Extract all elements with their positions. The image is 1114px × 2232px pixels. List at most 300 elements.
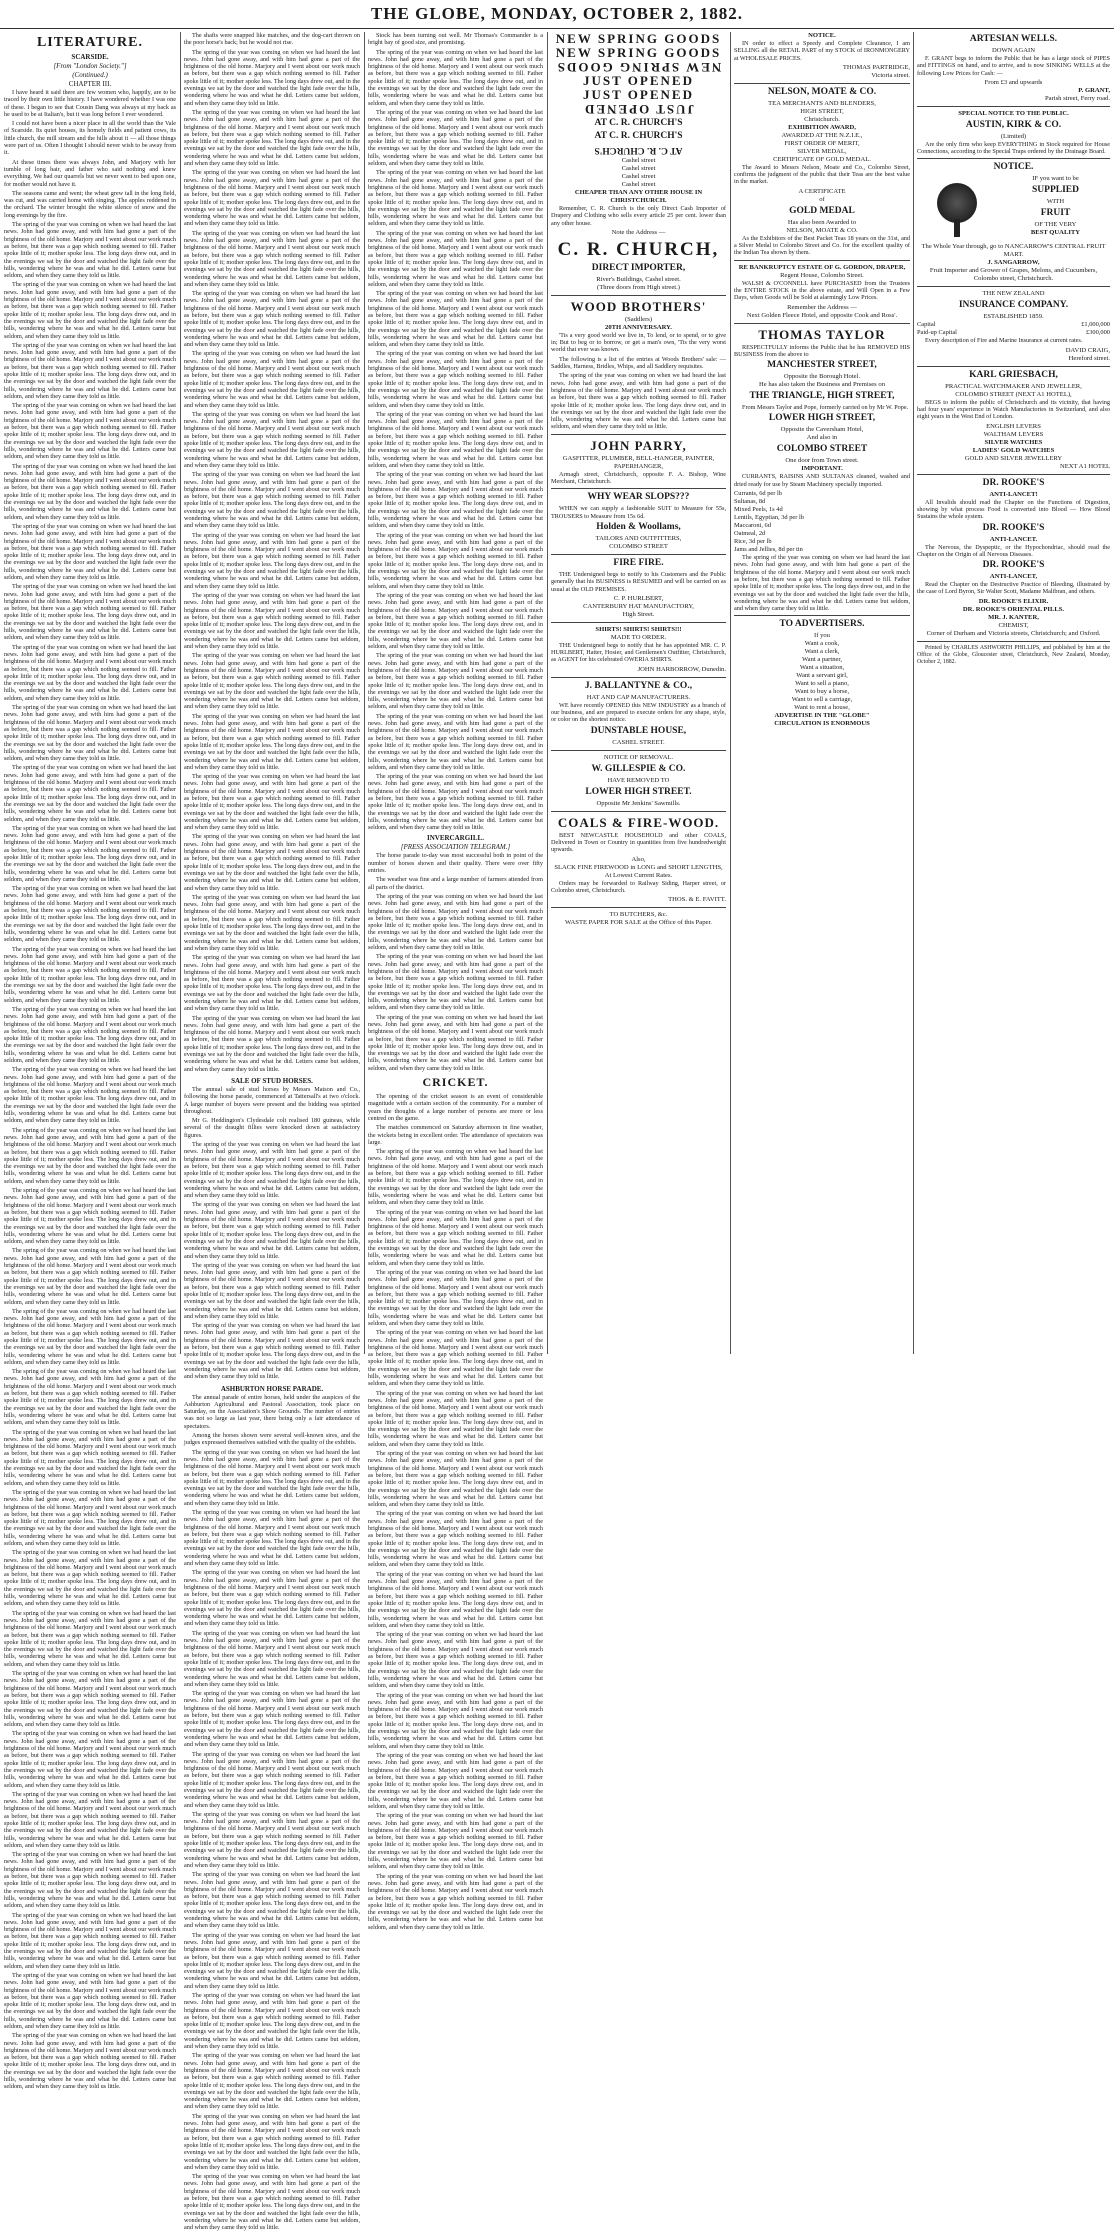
- ad-headline: GOLD MEDAL: [789, 205, 855, 216]
- ad-headline: AUSTIN, KIRK & CO.: [965, 119, 1062, 130]
- list-item-label: Rice, 3d per lb: [734, 538, 772, 546]
- ad-line: Want a partner,: [801, 656, 843, 664]
- paragraph: The spring of the year was coming on when we had heard the last news. John had gone away, and with him had gone a part of the brightness of the old home. Marjory and I went about our work much as before, but there was a gap which nothing seemed to fill. Father spoke little of it; mother spoke less. The long days drew out, and in the evenings we sat by the door and watched the light fade over the hills, wondering where he was and what he did. Letters came but seldom, and when they came they told us little.: [4, 1730, 176, 1789]
- divider: [551, 434, 726, 435]
- ad-line: Opposite Mr Jenkins' Sawmills.: [596, 799, 681, 807]
- paragraph: The spring of the year was coming on when we had heard the last news. John had gone away, and with him had gone a part of the brightness of the old home. Marjory and I went about our work much as before, but there was a gap which nothing seemed to fill. Father spoke little of it; mother spoke less. The long days drew out, and in the evenings we sat by the door and watched the light fade over the hills, wondering where he was and what he did. Letters came but seldom, and when they came they told us little.: [4, 1549, 176, 1608]
- ad-signature: JOHN HARBORROW, Dunedin.: [637, 665, 726, 673]
- paragraph: The spring of the year was coming on when we had heard the last news. John had gone away, and with him had gone a part of the brightness of the old home. Marjory and I went about our work much as before, but there was a gap which nothing seemed to fill. Father spoke little of it; mother spoke less. The long days drew out, and in the evenings we sat by the door and watched the light fade over the hills, wondering where he was and what he did. Letters came but seldom, and when they came they told us little.: [368, 591, 543, 651]
- ad-line: C. P. HURLBERT,: [613, 594, 664, 602]
- paragraph: The spring of the year was coming on when we had heard the last news. John had gone away, and with him had gone a part of the brightness of the old home. Marjory and I went about our work much as before, but there was a gap which nothing seemed to fill. Father spoke little of it; mother spoke less. The long days drew out, and in the evenings we sat by the door and watched the light fade over the hills, wondering where he was and what he did. Letters came but seldom, and when they came they told us little.: [368, 1208, 543, 1267]
- ad-line: AT C. R. CHURCH'S: [594, 118, 683, 128]
- ad-headline: IMPORTANT.: [801, 465, 843, 473]
- ad-line: BEST QUALITY: [1030, 229, 1081, 237]
- paragraph: The spring of the year was coming on when we had heard the last news. John had gone away, and with him had gone a part of the brightness of the old home. Marjory and I went about our work much as before, but there was a gap which nothing seemed to fill. Father spoke little of it; mother spoke less. The long days drew out, and in the evenings we sat by the door and watched the light fade over the hills, wondering where he was and what he did. Letters came but seldom, and when they came they told us little.: [184, 1750, 360, 1809]
- ad-headline: KARL GRIESBACH,: [969, 369, 1058, 380]
- paragraph: The spring of the year was coming on when we had heard the last news. John had gone away, and with him had gone a part of the brightness of the old home. Marjory and I went about our work much as before, but there was a gap which nothing seemed to fill. Father spoke little of it; mother spoke less. The long days drew out, and in the evenings we sat by the door and watched the light fade over the hills, wondering where he was and what he did. Letters came but seldom, and when they came they told us little.: [368, 1751, 543, 1810]
- paragraph: The spring of the year was coming on when we had heard the last news. John had gone away, and with him had gone a part of the brightness of the old home. Marjory and I went about our work much as before, but there was a gap which nothing seemed to fill. Father spoke little of it; mother spoke less. The long days drew out, and in the evenings we sat by the door and watched the light fade over the hills, wondering where he was and what he did. Letters came but seldom, and when they came they told us little.: [4, 643, 176, 702]
- ad-line: River's Buildings, Cashel street.: [596, 275, 681, 283]
- ad-line: COLOMBO STREET (NEXT A1 HOTEL),: [955, 390, 1072, 398]
- paragraph: The spring of the year was coming on when we had heard the last news. John had gone away, and with him had gone a part of the brightness of the old home. Marjory and I went about our work much as before, but there was a gap which nothing seemed to fill. Father spoke little of it; mother spoke less. The long days drew out, and in the evenings we sat by the door and watched the light fade over the hills, wondering where he was and what he did. Letters came but seldom, and when they came they told us little.: [4, 1005, 176, 1064]
- paragraph: The spring of the year was coming on when we had heard the last news. John had gone away, and with him had gone a part of the brightness of the old home. Marjory and I went about our work much as before, but there was a gap which nothing seemed to fill. Father spoke little of it; mother spoke less. The long days drew out, and in the evenings we sat by the door and watched the light fade over the hills, wondering where he was and what he did. Letters came but seldom, and when they came they told us little.: [184, 1141, 360, 1200]
- list-item-label: Maccaroni, 6d: [734, 522, 771, 530]
- paragraph: The spring of the year was coming on when we had heard the last news. John had gone away, and with him had gone a part of the brightness of the old home. Marjory and I went about our work much as before, but there was a gap which nothing seemed to fill. Father spoke little of it; mother spoke less. The long days drew out, and in the evenings we sat by the door and watched the light fade over the hills, wondering where he was and what he did. Letters came but seldom, and when they came they told us little.: [368, 1389, 543, 1448]
- paragraph: The spring of the year was coming on when we had heard the last news. John had gone away, and with him had gone a part of the brightness of the old home. Marjory and I went about our work much as before, but there was a gap which nothing seemed to fill. Father spoke little of it; mother spoke less. The long days drew out, and in the evenings we sat by the door and watched the light fade over the hills, wondering where he was and what he did. Letters came but seldom, and when they came they told us little.: [184, 2052, 360, 2111]
- paragraph: The spring of the year was coming on when we had heard the last news. John had gone away, and with him had gone a part of the brightness of the old home. Marjory and I went about our work much as before, but there was a gap which nothing seemed to fill. Father spoke little of it; mother spoke less. The long days drew out, and in the evenings we sat by the door and watched the light fade over the hills, wondering where he was and what he did. Letters came but seldom, and when they came they told us little.: [4, 885, 176, 944]
- ad-text: WE have recently OPENED this NEW INDUSTRY as a branch of our business, and are prepared to execute orders for any shape, style, or color on the shortest notice.: [551, 701, 726, 724]
- ad-headline: Holden & Woollams,: [596, 521, 681, 532]
- paragraph: The spring of the year was coming on when we had heard the last news. John had gone away, and with him had gone a part of the brightness of the old home. Marjory and I went about our work much as before, but there was a gap which nothing seemed to fill. Father spoke little of it; mother spoke less. The long days drew out, and in the evenings we sat by the door and watched the light fade over the hills, wondering where he was and what he did. Letters came but seldom, and when they came they told us little.: [184, 833, 360, 892]
- paragraph: The spring of the year was coming on when we had heard the last news. John had gone away, and with him had gone a part of the brightness of the old home. Marjory and I went about our work much as before, but there was a gap which nothing seemed to fill. Father spoke little of it; mother spoke less. The long days drew out, and in the evenings we sat by the door and watched the light fade over the hills, wondering where he was and what he did. Letters came but seldom, and when they came they told us little.: [368, 108, 543, 168]
- section-heading: CRICKET.: [422, 1075, 489, 1090]
- ad-line: Regent House, Colombo Street.: [780, 271, 864, 279]
- ad-line: Cashel street: [621, 157, 656, 164]
- paragraph: The spring of the year was coming on when we had heard the last news. John had gone away, and with him had gone a part of the brightness of the old home. Marjory and I went about our work much as before, but there was a gap which nothing seemed to fill. Father spoke little of it; mother spoke less. The long days drew out, and in the evenings we sat by the door and watched the light fade over the hills, wondering where he was and what he did. Letters came but seldom, and when they came they told us little.: [4, 1066, 176, 1125]
- paragraph: The spring of the year was coming on when we had heard the last news. John had gone away, and with him had gone a part of the brightness of the old home. Marjory and I went about our work much as before, but there was a gap which nothing seemed to fill. Father spoke little of it; mother spoke less. The long days drew out, and in the evenings we sat by the door and watched the light fade over the hills, wondering where he was and what he did. Letters came but seldom, and when they came they told us little.: [4, 824, 176, 883]
- ad-headline: NOTICE.: [808, 32, 836, 39]
- paragraph: The spring of the year was coming on when we had heard the last news. John had gone away, and with him had gone a part of the brightness of the old home. Marjory and I went about our work much as before, but there was a gap which nothing seemed to fill. Father spoke little of it; mother spoke less. The long days drew out, and in the evenings we sat by the door and watched the light fade over the hills, wondering where he was and what he did. Letters came but seldom, and when they came they told us little.: [4, 1971, 176, 2030]
- ad-line: Also,: [631, 855, 646, 863]
- paragraph: The spring of the year was coming on when we had heard the last news. John had gone away, and with him had gone a part of the brightness of the old home. Marjory and I went about our work much as before, but there was a gap which nothing seemed to fill. Father spoke little of it; mother spoke less. The long days drew out, and in the evenings we sat by the door and watched the light fade over the hills, wondering where he was and what he did. Letters came but seldom, and when they came they told us little.: [4, 1488, 176, 1547]
- paragraph: The spring of the year was coming on when we had heard the last news. John had gone away, and with him had gone a part of the brightness of the old home. Marjory and I went about our work much as before, but there was a gap which nothing seemed to fill. Father spoke little of it; mother spoke less. The long days drew out, and in the evenings we sat by the door and watched the light fade over the hills, wondering where he was and what he did. Letters came but seldom, and when they came they told us little.: [368, 1148, 543, 1207]
- paragraph: The spring of the year was coming on when we had heard the last news. John had gone away, and with him had gone a part of the brightness of the old home. Marjory and I went about our work much as before, but there was a gap which nothing seemed to fill. Father spoke little of it; mother spoke less. The long days drew out, and in the evenings we sat by the door and watched the light fade over the hills, wondering where he was and what he did. Letters came but seldom, and when they came they told us little.: [4, 1428, 176, 1487]
- paragraph: The annual parade of entire horses, held under the auspices of the Ashburton Agricultural and Pastoral Association, took place on Saturday, on the Association's Show Grounds. The number of entries was not so large as last year, there being only a fair attendance of spectators.: [184, 1393, 360, 1430]
- paragraph: The spring of the year was coming on when we had heard the last news. John had gone away, and with him had gone a part of the brightness of the old home. Marjory and I went about our work much as before, but there was a gap which nothing seemed to fill. Father spoke little of it; mother spoke less. The long days drew out, and in the evenings we sat by the door and watched the light fade over the hills, wondering where he was and what he did. Letters came but seldom, and when they came they told us little.: [4, 945, 176, 1004]
- ad-line: MANCHESTER STREET,: [767, 360, 877, 371]
- divider: [551, 295, 726, 296]
- list-item-label: Lentils, Egyptian, 3d per lb: [734, 514, 804, 522]
- paragraph: The spring of the year was coming on when we had heard the last news. John had gone away, and with him had gone a part of the brightness of the old home. Marjory and I went about our work much as before, but there was a gap which nothing seemed to fill. Father spoke little of it; mother spoke less. The long days drew out, and in the evenings we sat by the door and watched the light fade over the hills, wondering where he was and what he did. Letters came but seldom, and when they came they told us little.: [368, 471, 543, 530]
- ad-line: One door from Town street.: [785, 457, 859, 465]
- ad-line: NOTICE OF REMOVAL.: [603, 753, 674, 761]
- paragraph: The spring of the year was coming on when we had heard the last news. John had gone away, and with him had gone a part of the brightness of the old home. Marjory and I went about our work much as before, but there was a gap which nothing seemed to fill. Father spoke little of it; mother spoke less. The long days drew out, and in the evenings we sat by the door and watched the light fade over the hills, wondering where he was and what he did. Letters came but seldom, and when they came they told us little.: [368, 953, 543, 1012]
- column-rule: [180, 32, 181, 1354]
- divider: [734, 323, 910, 324]
- paragraph: The annual sale of stud horses by Messrs Matson and Co., following the horse parade, commenced at Tattersall's at two o'clock. A large number of buyers were present and the bidding was spirited throughout.: [184, 1085, 360, 1115]
- paragraph: The spring of the year was coming on when we had heard the last news. John had gone away, and with him had gone a part of the brightness of the old home. Marjory and I went about our work much as before, but there was a gap which nothing seemed to fill. Father spoke little of it; mother spoke less. The long days drew out, and in the evenings we sat by the door and watched the light fade over the hills, wondering where he was and what he did. Letters came but seldom, and when they came they told us little.: [184, 410, 360, 469]
- ad-line: A CERTIFICATE: [798, 187, 846, 195]
- divider: [551, 811, 726, 812]
- ad-headline: NEW SPRING GOODS: [555, 60, 722, 75]
- ad-line: Remember the Address —: [787, 303, 857, 311]
- ad-line: (Saddlers): [624, 315, 653, 323]
- ad-line: MADE TO ORDER.: [610, 633, 667, 641]
- ad-line: Want to sell a carriage,: [791, 696, 853, 704]
- paragraph: The spring of the year was coming on when we had heard the last news. John had gone away, and with him had gone a part of the brightness of the old home. Marjory and I went about our work much as before, but there was a gap which nothing seemed to fill. Father spoke little of it; mother spoke less. The long days drew out, and in the evenings we sat by the door and watched the light fade over the hills, wondering where he was and what he did. Letters came but seldom, and when they came they told us little.: [368, 1691, 543, 1750]
- ad-line: Want to sell a piano,: [795, 680, 849, 688]
- paragraph: Stock has been turning out well. Mr Thomas's Commander is a bright bay of good size, and promising.: [368, 32, 543, 47]
- ad-text: THE Undersigned begs to notify that he has appointed MR. C. P. HURLBERT, Hatter, Hosier, and Gentlemen's Outfitter, Christchurch, as AGENT for his celebrated OWERIA SHIRTS.: [551, 641, 726, 664]
- ad-line: Want to rent a house,: [794, 704, 850, 712]
- ad-line: TEA MERCHANTS AND BLENDERS,: [768, 99, 876, 107]
- ad-headline: WHY WEAR SLOPS???: [587, 492, 690, 503]
- paragraph: The spring of the year was coming on when we had heard the last news. John had gone away, and with him had gone a part of the brightness of the old home. Marjory and I went about our work much as before, but there was a gap which nothing seemed to fill. Father spoke little of it; mother spoke less. The long days drew out, and in the evenings we sat by the door and watched the light fade over the hills, wondering where he was and what he did. Letters came but seldom, and when they came they told us little.: [368, 712, 543, 771]
- paragraph: The spring of the year was coming on when we had heard the last news. John had gone away, and with him had gone a part of the brightness of the old home. Marjory and I went about our work much as before, but there was a gap which nothing seemed to fill. Father spoke little of it; mother spoke less. The long days drew out, and in the evenings we sat by the door and watched the light fade over the hills, wondering where he was and what he did. Letters came but seldom, and when they came they told us little.: [184, 1992, 360, 2051]
- ad-line: CHEAPER THAN ANY OTHER HOUSE IN CHRISTCHURCH.: [574, 189, 703, 204]
- divider: [917, 641, 1110, 642]
- ad-line: Opposite the Caversham Hotel,: [780, 426, 864, 434]
- ad-headline: TO ADVERTISERS.: [779, 619, 865, 630]
- paragraph: The spring of the year was coming on when we had heard the last news. John had gone away, and with him had gone a part of the brightness of the old home. Marjory and I went about our work much as before, but there was a gap which nothing seemed to fill. Father spoke little of it; mother spoke less. The long days drew out, and in the evenings we sat by the door and watched the light fade over the hills, wondering where he was and what he did. Letters came but seldom, and when they came they told us little.: [368, 350, 543, 409]
- paragraph: The spring of the year was coming on when we had heard the last news. John had gone away, and with him had gone a part of the brightness of the old home. Marjory and I went about our work much as before, but there was a gap which nothing seemed to fill. Father spoke little of it; mother spoke less. The long days drew out, and in the evenings we sat by the door and watched the light fade over the hills, wondering where he was and what he did. Letters came but seldom, and when they came they told us little.: [368, 410, 543, 469]
- ad-line: PRACTICAL WATCHMAKER AND JEWELLER,: [945, 382, 1082, 390]
- column-rule: [547, 32, 548, 1354]
- ad-line: Corner of Durham and Victoria streets, Christchurch; and Oxford.: [926, 629, 1101, 637]
- paragraph: The spring of the year was coming on when we had heard the last news. John had gone away, and with him had gone a part of the brightness of the old home. Marjory and I went about our work much as before, but there was a gap which nothing seemed to fill. Father spoke little of it; mother spoke less. The long days drew out, and in the evenings we sat by the door and watched the light fade over the hills, wondering where he was and what he did. Letters came but seldom, and when they came they told us little.: [184, 1509, 360, 1568]
- ad-line: ANTI-LANCET,: [989, 573, 1038, 581]
- ad-text: The spring of the year was coming on when we had heard the last news. John had gone away, and with him had gone a part of the brightness of the old home. Marjory and I went about our work much as before, but there was a gap which nothing seemed to fill. Father spoke little of it; mother spoke less. The long days drew out, and in the evenings we sat by the door and watched the light fade over the hills, wondering where he was and what he did. Letters came but seldom, and when they came they told us little.: [734, 554, 910, 613]
- ad-headline: JUST OPENED: [583, 73, 694, 88]
- list-item: [917, 329, 1110, 337]
- masthead: THE GLOBE, MONDAY, OCTOBER 2, 1882.: [0, 0, 1114, 29]
- ad-line: DR. ROOKE'S ORIENTAL PILLS.: [962, 605, 1065, 613]
- ad-text: The Nervous, the Dyspeptic, or the Hypochondriac, should read the Chapter on the Origin of all Nervous Diseases.: [917, 543, 1110, 558]
- ad-headline: NEW SPRING GOODS: [555, 31, 722, 46]
- paragraph: The spring of the year was coming on when we had heard the last news. John had gone away, and with him had gone a part of the brightness of the old home. Marjory and I went about our work much as before, but there was a gap which nothing seemed to fill. Father spoke little of it; mother spoke less. The long days drew out, and in the evenings we sat by the door and watched the light fade over the hills, wondering where he was and what he did. Letters came but seldom, and when they came they told us little.: [4, 1790, 176, 1849]
- ad-text: The spring of the year was coming on when we had heard the last news. John had gone away, and with him had gone a part of the brightness of the old home. Marjory and I went about our work much as before, but there was a gap which nothing seemed to fill. Father spoke little of it; mother spoke less. The long days drew out, and in the evenings we sat by the door and watched the light fade over the hills, wondering where he was and what he did. Letters came but seldom, and when they came they told us little.: [551, 372, 726, 431]
- paragraph: The spring of the year was coming on when we had heard the last news. John had gone away, and with him had gone a part of the brightness of the old home. Marjory and I went about our work much as before, but there was a gap which nothing seemed to fill. Father spoke little of it; mother spoke less. The long days drew out, and in the evenings we sat by the door and watched the light fade over the hills, wondering where he was and what he did. Letters came but seldom, and when they came they told us little.: [368, 652, 543, 711]
- ad-headline: SPECIAL NOTICE TO THE PUBLIC.: [958, 109, 1069, 117]
- ad-text: From Messrs Taylor and Pope, formerly carried on by Mr W. Pope.: [742, 404, 909, 412]
- paragraph: The spring of the year was coming on when we had heard the last news. John had gone away, and with him had gone a part of the brightness of the old home. Marjory and I went about our work much as before, but there was a gap which nothing seemed to fill. Father spoke little of it; mother spoke less. The long days drew out, and in the evenings we sat by the door and watched the light fade over the hills, wondering where he was and what he did. Letters came but seldom, and when they came they told us little.: [368, 229, 543, 288]
- ad-line: Note the Address —: [611, 228, 666, 236]
- paragraph: The seasons came and went; the wheat grew tall in the long field, was cut, and was carried home with singing. The apples reddened in the orchard. The winter brought the white silence of snow and the long evenings by the fire.: [4, 189, 176, 219]
- paragraph: The spring of the year was coming on when we had heard the last news. John had gone away, and with him had gone a part of the brightness of the old home. Marjory and I went about our work much as before, but there was a gap which nothing seemed to fill. Father spoke little of it; mother spoke less. The long days drew out, and in the evenings we sat by the door and watched the light fade over the hills, wondering where he was and what he did. Letters came but seldom, and when they came they told us little.: [4, 1307, 176, 1366]
- ad-line: CASHEL STREET.: [612, 738, 665, 746]
- paragraph: The spring of the year was coming on when we had heard the last news. John had gone away, and with him had gone a part of the brightness of the old home. Marjory and I went about our work much as before, but there was a gap which nothing seemed to fill. Father spoke little of it; mother spoke less. The long days drew out, and in the evenings we sat by the door and watched the light fade over the hills, wondering where he was and what he did. Letters came but seldom, and when they came they told us little.: [4, 221, 176, 280]
- ad-line: ESTABLISHED 1859.: [983, 313, 1044, 321]
- divider: [551, 907, 726, 908]
- ad-headline: NEW SPRING GOODS: [555, 45, 722, 60]
- paragraph: The spring of the year was coming on when we had heard the last news. John had gone away, and with him had gone a part of the brightness of the old home. Marjory and I went about our work much as before, but there was a gap which nothing seemed to fill. Father spoke little of it; mother spoke less. The long days drew out, and in the evenings we sat by the door and watched the light fade over the hills, wondering where he was and what he did. Letters came but seldom, and when they came they told us little.: [368, 1450, 543, 1509]
- divider: [551, 488, 726, 489]
- paragraph: The spring of the year was coming on when we had heard the last news. John had gone away, and with him had gone a part of the brightness of the old home. Marjory and I went about our work much as before, but there was a gap which nothing seemed to fill. Father spoke little of it; mother spoke less. The long days drew out, and in the evenings we sat by the door and watched the light fade over the hills, wondering where he was and what he did. Letters came but seldom, and when they came they told us little.: [4, 1851, 176, 1910]
- ad-line: CIRCULATION IS ENORMOUS: [774, 720, 870, 728]
- ad-line: THE TRIANGLE, HIGH STREET,: [749, 391, 895, 402]
- ad-line: of: [819, 195, 825, 203]
- ad-line: HAVE REMOVED TO: [607, 776, 670, 784]
- paragraph: The spring of the year was coming on when we had heard the last news. John had gone away, and with him had gone a part of the brightness of the old home. Marjory and I went about our work much as before, but there was a gap which nothing seemed to fill. Father spoke little of it; mother spoke less. The long days drew out, and in the evenings we sat by the door and watched the light fade over the hills, wondering where he was and what he did. Letters came but seldom, and when they came they told us little.: [184, 712, 360, 771]
- paragraph: The spring of the year was coming on when we had heard the last news. John had gone away, and with him had gone a part of the brightness of the old home. Marjory and I went about our work much as before, but there was a gap which nothing seemed to fill. Father spoke little of it; mother spoke less. The long days drew out, and in the evenings we sat by the door and watched the light fade over the hills, wondering where he was and what he did. Letters came but seldom, and when they came they told us little.: [4, 764, 176, 823]
- ad-headline: JUST OPENED: [583, 87, 694, 102]
- ad-line: HAT AND CAP MANUFACTURERS.: [586, 693, 691, 701]
- column-3: [368, 32, 543, 1931]
- paragraph: The spring of the year was coming on when we had heard the last news. John had gone away, and with him had gone a part of the brightness of the old home. Marjory and I went about our work much as before, but there was a gap which nothing seemed to fill. Father spoke little of it; mother spoke less. The long days drew out, and in the evenings we sat by the door and watched the light fade over the hills, wondering where he was and what he did. Letters came but seldom, and when they came they told us little.: [368, 1812, 543, 1871]
- ad-text: The Award to Messrs Nelson, Moate and Co., Colombo Street, confirms the judgment of the public that their Teas are the best value in the market.: [734, 163, 910, 186]
- ad-line: DIRECT IMPORTER,: [591, 262, 686, 273]
- list-item: [917, 321, 1110, 329]
- ad-line: CHEMIST,: [998, 621, 1029, 629]
- ad-signature: P. GRANT,: [1078, 86, 1110, 94]
- paragraph: The spring of the year was coming on when we had heard the last news. John had gone away, and with him had gone a part of the brightness of the old home. Marjory and I went about our work much as before, but there was a gap which nothing seemed to fill. Father spoke little of it; mother spoke less. The long days drew out, and in the evenings we sat by the door and watched the light fade over the hills, wondering where he was and what he did. Letters came but seldom, and when they came they told us little.: [4, 1247, 176, 1306]
- paragraph: The spring of the year was coming on when we had heard the last news. John had gone away, and with him had gone a part of the brightness of the old home. Marjory and I went about our work much as before, but there was a gap which nothing seemed to fill. Father spoke little of it; mother spoke less. The long days drew out, and in the evenings we sat by the door and watched the light fade over the hills, wondering where he was and what he did. Letters came but seldom, and when they came they told us little.: [4, 1187, 176, 1246]
- ad-line: NELSON, MOATE & CO.: [786, 226, 858, 234]
- paragraph: The spring of the year was coming on when we had heard the last news. John had gone away, and with him had gone a part of the brightness of the old home. Marjory and I went about our work much as before, but there was a gap which nothing seemed to fill. Father spoke little of it; mother spoke less. The long days drew out, and in the evenings we sat by the door and watched the light fade over the hills, wondering where he was and what he did. Letters came but seldom, and when they came they told us little.: [368, 1013, 543, 1072]
- divider: [551, 750, 726, 751]
- column-rule: [913, 32, 914, 1354]
- ad-line: SLACK FINE FIREWOOD in LONG and SHORT LENGTHS, At Lowest Current Rates.: [554, 863, 723, 879]
- ad-headline: DR. ROOKE'S: [982, 560, 1045, 571]
- paragraph: The spring of the year was coming on when we had heard the last news. John had gone away, and with him had gone a part of the brightness of the old home. Marjory and I went about our work much as before, but there was a gap which nothing seemed to fill. Father spoke little of it; mother spoke less. The long days drew out, and in the evenings we sat by the door and watched the light fade over the hills, wondering where he was and what he did. Letters came but seldom, and when they came they told us little.: [184, 531, 360, 590]
- list-item-label: Mixed Peels, 1s 4d: [734, 506, 783, 514]
- ad-signature: THOS. & E. FAVITT.: [668, 896, 726, 904]
- ad-text: CURRANTS, RAISINS AND SULTANAS cleaned, washed and dried ready for use by Steam Machinery specially imported.: [734, 473, 910, 488]
- paragraph: The spring of the year was coming on when we had heard the last news. John had gone away, and with him had gone a part of the brightness of the old home. Marjory and I went about our work much as before, but there was a gap which nothing seemed to fill. Father spoke little of it; mother spoke less. The long days drew out, and in the evenings we sat by the door and watched the light fade over the hills, wondering where he was and what he did. Letters came but seldom, and when they came they told us little.: [184, 108, 360, 168]
- ad-text: As the Exhibitors of the Best Packet Teas 18 years on the 31st, and a Silver Medal to Colombo Street and Co. for the excellent quality of the Indian Tea shown by them.: [734, 234, 910, 257]
- ad-line: Victoria street.: [871, 71, 910, 79]
- ad-line: Want a situation,: [799, 664, 845, 672]
- paragraph: The spring of the year was coming on when we had heard the last news. John had gone away, and with him had gone a part of the brightness of the old home. Marjory and I went about our work much as before, but there was a gap which nothing seemed to fill. Father spoke little of it; mother spoke less. The long days drew out, and in the evenings we sat by the door and watched the light fade over the hills, wondering where he was and what he did. Letters came but seldom, and when they came they told us little.: [368, 290, 543, 349]
- paragraph: I could not have been a nicer place in all the world than the Vale of Scarside. Its quiet houses, its homely fields and patient cows, its little church, the mill stream and the hills about it — all those things were part of us. Often I thought I should never wish to be away from it.: [4, 120, 176, 157]
- paragraph: The opening of the cricket season is an event of considerable magnitude with a certain section of the community. For a number of years the thoughts of a large number of persons are more or less centred on the game.: [368, 1093, 543, 1122]
- paragraph: The spring of the year was coming on when we had heard the last news. John had gone away, and with him had gone a part of the brightness of the old home. Marjory and I went about our work much as before, but there was a gap which nothing seemed to fill. Father spoke little of it; mother spoke less. The long days drew out, and in the evenings we sat by the door and watched the light fade over the hills, wondering where he was and what he did. Letters came but seldom, and when they came they told us little.: [184, 350, 360, 409]
- paragraph: The spring of the year was coming on when we had heard the last news. John had gone away, and with him had gone a part of the brightness of the old home. Marjory and I went about our work much as before, but there was a gap which nothing seemed to fill. Father spoke little of it; mother spoke less. The long days drew out, and in the evenings we sat by the door and watched the light fade over the hills, wondering where he was and what he did. Letters came but seldom, and when they came they told us little.: [184, 1448, 360, 1507]
- ad-line: FIRST ORDER OF MERIT,: [784, 139, 860, 147]
- ad-line: Fruit Importer and Grower of Grapes, Melons, and Cucumbers,: [929, 267, 1098, 275]
- paragraph: The spring of the year was coming on when we had heard the last news. John had gone away, and with him had gone a part of the brightness of the old home. Marjory and I went about our work much as before, but there was a gap which nothing seemed to fill. Father spoke little of it; mother spoke less. The long days drew out, and in the evenings we sat by the door and watched the light fade over the hills, wondering where he was and what he did. Letters came but seldom, and when they came they told us little.: [368, 531, 543, 590]
- paragraph: The spring of the year was coming on when we had heard the last news. John had gone away, and with him had gone a part of the brightness of the old home. Marjory and I went about our work much as before, but there was a gap which nothing seemed to fill. Father spoke little of it; mother spoke less. The long days drew out, and in the evenings we sat by the door and watched the light fade over the hills, wondering where he was and what he did. Letters came but seldom, and when they came they told us little.: [4, 402, 176, 461]
- paragraph: The spring of the year was coming on when we had heard the last news. John had gone away, and with him had gone a part of the brightness of the old home. Marjory and I went about our work much as before, but there was a gap which nothing seemed to fill. Father spoke little of it; mother spoke less. The long days drew out, and in the evenings we sat by the door and watched the light fade over the hills, wondering where he was and what he did. Letters came but seldom, and when they came they told us little.: [368, 1570, 543, 1629]
- ad-signature: DAVID CRAIG,: [1065, 346, 1110, 354]
- paragraph: The spring of the year was coming on when we had heard the last news. John had gone away, and with him had gone a part of the brightness of the old home. Marjory and I went about our work much as before, but there was a gap which nothing seemed to fill. Father spoke little of it; mother spoke less. The long days drew out, and in the evenings we sat by the door and watched the light fade over the hills, wondering where he was and what he did. Letters came but seldom, and when they came they told us little.: [184, 169, 360, 228]
- paragraph: The spring of the year was coming on when we had heard the last news. John had gone away, and with him had gone a part of the brightness of the old home. Marjory and I went about our work much as before, but there was a gap which nothing seemed to fill. Father spoke little of it; mother spoke less. The long days drew out, and in the evenings we sat by the door and watched the light fade over the hills, wondering where he was and what he did. Letters came but seldom, and when they came they told us little.: [184, 1690, 360, 1749]
- ad-text: Remember, C. R. Church is the only Direct Cash Importer of Drapery and Clothing who sells every article 25 per cent. lower than any other house.: [551, 205, 726, 227]
- ad-line: WITH: [1046, 198, 1065, 206]
- paragraph: The spring of the year was coming on when we had heard the last news. John had gone away, and with him had gone a part of the brightness of the old home. Marjory and I went about our work much as before, but there was a gap which nothing seemed to fill. Father spoke little of it; mother spoke less. The long days drew out, and in the evenings we sat by the door and watched the light fade over the hills, wondering where he was and what he did. Letters came but seldom, and when they came they told us little.: [368, 1510, 543, 1569]
- fruit-ad: [917, 175, 1110, 243]
- ad-line: CERTIFICATE OF GOLD MEDAL.: [773, 155, 871, 163]
- list-item-label: Capital: [917, 321, 936, 329]
- paragraph: The spring of the year was coming on when we had heard the last news. John had gone away, and with him had gone a part of the brightness of the old home. Marjory and I went about our work much as before, but there was a gap which nothing seemed to fill. Father spoke little of it; mother spoke less. The long days drew out, and in the evenings we sat by the door and watched the light fade over the hills, wondering where he was and what he did. Letters came but seldom, and when they came they told us little.: [368, 48, 543, 107]
- ad-headline: INSURANCE COMPANY.: [958, 300, 1069, 311]
- ad-signature: NEXT A1 HOTEL: [1059, 462, 1110, 470]
- paragraph: The spring of the year was coming on when we had heard the last news. John had gone away, and with him had gone a part of the brightness of the old home. Marjory and I went about our work much as before, but there was a gap which nothing seemed to fill. Father spoke little of it; mother spoke less. The long days drew out, and in the evenings we sat by the door and watched the light fade over the hills, wondering where he was and what he did. Letters came but seldom, and when they came they told us little.: [4, 1126, 176, 1185]
- column-2: [184, 32, 360, 2232]
- paragraph: The spring of the year was coming on when we had heard the last news. John had gone away, and with him had gone a part of the brightness of the old home. Marjory and I went about our work much as before, but there was a gap which nothing seemed to fill. Father spoke little of it; mother spoke less. The long days drew out, and in the evenings we sat by the door and watched the light fade over the hills, wondering where he was and what he did. Letters came but seldom, and when they came they told us little.: [4, 1609, 176, 1668]
- ad-line: COLOMBO STREET: [776, 444, 868, 455]
- ad-line: Cashel street: [621, 181, 656, 188]
- column-1: [4, 32, 176, 2091]
- ad-line: If you: [814, 632, 830, 640]
- ad-line: The Whole Year through, go to NANCARROW'S CENTRAL FRUIT MART.: [921, 243, 1106, 259]
- paragraph: The horse parade to-day was most successful both in point of the number of horses shown and their quality. There were over fifty entries.: [368, 852, 543, 875]
- list-item-label: Oatmeal, 2d: [734, 530, 766, 538]
- list-item: [734, 490, 910, 498]
- ad-headline: J. BALLANTYNE & CO.,: [584, 680, 693, 691]
- paragraph: The spring of the year was coming on when we had heard the last news. John had gone away, and with him had gone a part of the brightness of the old home. Marjory and I went about our work much as before, but there was a gap which nothing seemed to fill. Father spoke little of it; mother spoke less. The long days drew out, and in the evenings we sat by the door and watched the light fade over the hills, wondering where he was and what he did. Letters came but seldom, and when they came they told us little.: [4, 1911, 176, 1970]
- list-item-label: Paid-up Capital: [917, 329, 957, 337]
- ad-line: AT C. R. CHURCH'S: [594, 145, 683, 155]
- ad-line: GOLD AND SILVER JEWELLERY: [964, 454, 1063, 462]
- ad-line: He has also taken the Business and Premises on: [759, 381, 885, 389]
- list-item-label: Sultanas, 8d: [734, 498, 766, 506]
- paragraph: The spring of the year was coming on when we had heard the last news. John had gone away, and with him had gone a part of the brightness of the old home. Marjory and I went about our work much as before, but there was a gap which nothing seemed to fill. Father spoke little of it; mother spoke less. The long days drew out, and in the evenings we sat by the door and watched the light fade over the hills, wondering where he was and what he did. Letters came but seldom, and when they came they told us little.: [368, 1631, 543, 1690]
- ad-headline: JOHN PARRY,: [590, 437, 687, 453]
- ad-text: BEGS to inform the public of Christchurch and its vicinity, that having had four years' experience in Watch Manufactories in Switzerland, and also eight years in the West End of London.: [917, 398, 1110, 421]
- divider: [917, 286, 1110, 287]
- paragraph: The spring of the year was coming on when we had heard the last news. John had gone away, and with him had gone a part of the brightness of the old home. Marjory and I went about our work much as before, but there was a gap which nothing seemed to fill. Father spoke little of it; mother spoke less. The long days drew out, and in the evenings we sat by the door and watched the light fade over the hills, wondering where he was and what he did. Letters came but seldom, and when they came they told us little.: [184, 229, 360, 288]
- ad-line: EXHIBITION AWARD,: [788, 123, 856, 131]
- ad-headline: DR. ROOKE'S: [982, 522, 1045, 533]
- paragraph: The spring of the year was coming on when we had heard the last news. John had gone away, and with him had gone a part of the brightness of the old home. Marjory and I went about our work much as before, but there was a gap which nothing seemed to fill. Father spoke little of it; mother spoke less. The long days drew out, and in the evenings we sat by the door and watched the light fade over the hills, wondering where he was and what he did. Letters came but seldom, and when they came they told us little.: [184, 48, 360, 107]
- ad-text: Orders may be forwarded to Railway Siding, Harper street, or Colombo street, Christchurch.: [551, 879, 726, 894]
- paragraph: The spring of the year was coming on when we had heard the last news. John had gone away, and with him had gone a part of the brightness of the old home. Marjory and I went about our work much as before, but there was a gap which nothing seemed to fill. Father spoke little of it; mother spoke less. The long days drew out, and in the evenings we sat by the door and watched the light fade over the hills, wondering where he was and what he did. Letters came but seldom, and when they came they told us little.: [184, 471, 360, 530]
- paragraph: The weather was fine and a large number of farmers attended from all parts of the district.: [368, 876, 543, 891]
- paragraph: The spring of the year was coming on when we had heard the last news. John had gone away, and with him had gone a part of the brightness of the old home. Marjory and I went about our work much as before, but there was a gap which nothing seemed to fill. Father spoke little of it; mother spoke less. The long days drew out, and in the evenings we sat by the door and watched the light fade over the hills, wondering where he was and what he did. Letters came but seldom, and when they came they told us little.: [184, 1871, 360, 1930]
- paragraph: The spring of the year was coming on when we had heard the last news. John had gone away, and with him had gone a part of the brightness of the old home. Marjory and I went about our work much as before, but there was a gap which nothing seemed to fill. Father spoke little of it; mother spoke less. The long days drew out, and in the evenings we sat by the door and watched the light fade over the hills, wondering where he was and what he did. Letters came but seldom, and when they came they told us little.: [184, 1322, 360, 1381]
- divider: [734, 83, 910, 84]
- ad-line: LADIES' GOLD WATCHES: [972, 446, 1055, 454]
- paragraph: The spring of the year was coming on when we had heard the last news. John had gone away, and with him had gone a part of the brightness of the old home. Marjory and I went about our work much as before, but there was a gap which nothing seemed to fill. Father spoke little of it; mother spoke less. The long days drew out, and in the evenings we sat by the door and watched the light fade over the hills, wondering where he was and what he did. Letters came but seldom, and when they came they told us little.: [368, 773, 543, 832]
- ad-text: RESPECTFULLY informs the Public that he has REMOVED HIS BUSINESS from the above to: [734, 343, 910, 358]
- ad-line: GASFITTER, PLUMBER, BELL-HANGER, PAINTER, PAPERHANGER,: [562, 454, 715, 470]
- list-item: [734, 530, 910, 538]
- divider: [551, 677, 726, 678]
- ad-text: BEST NEWCASTLE HOUSEHOLD and other COALS, Delivered in Town or Country in quantities from five hundredweight upwards.: [551, 831, 726, 854]
- paragraph: The spring of the year was coming on when we had heard the last news. John had gone away, and with him had gone a part of the brightness of the old home. Marjory and I went about our work much as before, but there was a gap which nothing seemed to fill. Father spoke little of it; mother spoke less. The long days drew out, and in the evenings we sat by the door and watched the light fade over the hills, wondering where he was and what he did. Letters came but seldom, and when they came they told us little.: [184, 1014, 360, 1073]
- ad-line: MR. J. KANTER,: [988, 613, 1039, 621]
- paragraph: The spring of the year was coming on when we had heard the last news. John had gone away, and with him had gone a part of the brightness of the old home. Marjory and I went about our work much as before, but there was a gap which nothing seemed to fill. Father spoke little of it; mother spoke less. The long days drew out, and in the evenings we sat by the door and watched the light fade over the hills, wondering where he was and what he did. Letters came but seldom, and when they came they told us little.: [184, 893, 360, 952]
- ad-line: DUNSTABLE HOUSE,: [590, 725, 687, 736]
- ad-headline: WOOD BROTHERS': [570, 298, 707, 314]
- divider: [734, 260, 910, 261]
- divider: [917, 106, 1110, 107]
- paragraph: I have heard it said there are few women who, happily, are to be traced by their own little history. I have wondered whether I was one of these. I began to see that Cousin Dang was always at my back as he used to be at Italian's, but it was long before I ever wondered.: [4, 89, 176, 118]
- ad-line: WALTHAM LEVERS: [983, 430, 1044, 438]
- ad-headline: JUST OPENED: [583, 102, 694, 117]
- ad-line: TO BUTCHERS, &c.: [609, 911, 668, 919]
- ad-text: Armagh street, Christchurch, opposite F. A. Bishop, Wine Merchant, Christchurch.: [551, 470, 726, 486]
- section-heading: INVERCARGILL.: [427, 834, 484, 843]
- list-item-value: £300,000: [1086, 329, 1110, 337]
- ad-headline: COALS & FIRE-WOOD.: [557, 814, 720, 830]
- divider: [551, 622, 726, 623]
- ad-line: LOWER HIGH STREET.: [585, 786, 692, 797]
- column-rule: [730, 32, 731, 1354]
- ad-line: OF THE VERY: [1034, 221, 1077, 229]
- ad-line: SILVER WATCHES: [984, 438, 1043, 446]
- ad-headline: FIRE FIRE.: [613, 557, 664, 568]
- divider: [551, 554, 726, 555]
- ad-line: HIGH STREET,: [800, 107, 844, 115]
- ad-line: Want a servant girl,: [796, 672, 848, 680]
- ad-text: F. GRANT begs to inform the Public that he has a large stock of PIPES and FITTINGS on hand, and to arrive, and is now SINKING WELLS at the following Low Prices for Cash: —: [917, 55, 1110, 77]
- list-item-label: Currants, 6d per lb: [734, 490, 782, 498]
- ad-line: Opposite the Borough Hotel.: [783, 373, 861, 381]
- section-heading: SALE OF STUD HORSES.: [231, 1076, 313, 1085]
- list-item: [734, 538, 910, 546]
- ad-line: Hereford street.: [1068, 354, 1110, 362]
- ad-line: LOWER HIGH STREET,: [768, 413, 876, 424]
- story-title: SCARSIDE.: [71, 53, 109, 61]
- paragraph: The spring of the year was coming on when we had heard the last news. John had gone away, and with him had gone a part of the brightness of the old home. Marjory and I went about our work much as before, but there was a gap which nothing seemed to fill. Father spoke little of it; mother spoke less. The long days drew out, and in the evenings we sat by the door and watched the light fade over the hills, wondering where he was and what he did. Letters came but seldom, and when they came they told us little.: [4, 462, 176, 521]
- ad-headline: C. R. CHURCH,: [557, 238, 720, 260]
- imprint: Printed by CHARLES ASHWORTH PHILLIPS, and published by him at the Office of the Globe, Gloucester street, Christchurch, New Zealand, Monday, October 2, 1882.: [917, 644, 1110, 666]
- paragraph: The spring of the year was coming on when we had heard the last news. John had gone away, and with him had gone a part of the brightness of the old home. Marjory and I went about our work much as before, but there was a gap which nothing seemed to fill. Father spoke little of it; mother spoke less. The long days drew out, and in the evenings we sat by the door and watched the light fade over the hills, wondering where he was and what he did. Letters came but seldom, and when they came they told us little.: [184, 591, 360, 651]
- section-heading: ASHBURTON HORSE PARADE.: [220, 1384, 324, 1393]
- paragraph: The spring of the year was coming on when we had heard the last news. John had gone away, and with him had gone a part of the brightness of the old home. Marjory and I went about our work much as before, but there was a gap which nothing seemed to fill. Father spoke little of it; mother spoke less. The long days drew out, and in the evenings we sat by the door and watched the light fade over the hills, wondering where he was and what he did. Letters came but seldom, and when they came they told us little.: [4, 704, 176, 763]
- ad-text: Read the Chapter on the Destructive Practice of Bleeding, illustrated by the case of Lord Byron, Sir Walter Scott, Madame Malibran, and others.: [917, 581, 1110, 596]
- ad-line: Want a clerk,: [804, 648, 840, 656]
- ad-headline: THOMAS TAYLOR: [758, 326, 886, 342]
- fruit-tree-illustration: [917, 179, 997, 239]
- ad-line: IF you want to be: [1032, 175, 1079, 183]
- ad-line: And also in: [806, 434, 838, 442]
- ad-headline: NELSON, MOATE & CO.: [767, 86, 877, 97]
- list-item: [734, 546, 910, 554]
- list-item: [734, 498, 910, 506]
- paragraph: The spring of the year was coming on when we had heard the last news. John had gone away, and with him had gone a part of the brightness of the old home. Marjory and I went about our work much as before, but there was a gap which nothing seemed to fill. Father spoke little of it; mother spoke less. The long days drew out, and in the evenings we sat by the door and watched the light fade over the hills, wondering where he was and what he did. Letters came but seldom, and when they came they told us little.: [368, 1872, 543, 1931]
- ad-line: Next Golden Fleece Hotel, and opposite Cook and Ross'.: [746, 311, 898, 319]
- paragraph: The spring of the year was coming on when we had heard the last news. John had gone away, and with him had gone a part of the brightness of the old home. Marjory and I went about our work much as before, but there was a gap which nothing seemed to fill. Father spoke little of it; mother spoke less. The long days drew out, and in the evenings we sat by the door and watched the light fade over the hills, wondering where he was and what he did. Letters came but seldom, and when they came they told us little.: [4, 2032, 176, 2091]
- paragraph: The matches commenced on Saturday afternoon in fine weather, the wickets being in excellent order. The attendance of spectators was large.: [368, 1124, 543, 1146]
- ad-headline: NOTICE.: [993, 162, 1034, 173]
- list-item-label: Jams and Jellies, 8d per tin: [734, 546, 803, 554]
- paragraph: The spring of the year was coming on when we had heard the last news. John had gone away, and with him had gone a part of the brightness of the old home. Marjory and I went about our work much as before, but there was a gap which nothing seemed to fill. Father spoke little of it; mother spoke less. The long days drew out, and in the evenings we sat by the door and watched the light fade over the hills, wondering where he was and what he did. Letters came but seldom, and when they came they told us little.: [4, 522, 176, 581]
- ad-line: Cashel street: [621, 165, 656, 172]
- paragraph: The spring of the year was coming on when we had heard the last news. John had gone away, and with him had gone a part of the brightness of the old home. Marjory and I went about our work much as before, but there was a gap which nothing seemed to fill. Father spoke little of it; mother spoke less. The long days drew out, and in the evenings we sat by the door and watched the light fade over the hills, wondering where he was and what he did. Letters came but seldom, and when they came they told us little.: [184, 1261, 360, 1320]
- paragraph: The spring of the year was coming on when we had heard the last news. John had gone away, and with him had gone a part of the brightness of the old home. Marjory and I went about our work much as before, but there was a gap which nothing seemed to fill. Father spoke little of it; mother spoke less. The long days drew out, and in the evenings we sat by the door and watched the light fade over the hills, wondering where he was and what he did. Letters came but seldom, and when they came they told us little.: [4, 341, 176, 400]
- ad-line: Parish street, Ferry road.: [1044, 94, 1110, 102]
- subheading: [PRESS ASSOCIATION TELEGRAM.]: [400, 843, 511, 852]
- list-item-value: £1,000,000: [1081, 321, 1110, 329]
- ad-headline: RE BANKRUPTCY ESTATE OF G. GORDON, DRAPER,: [738, 263, 906, 271]
- paragraph: The spring of the year was coming on when we had heard the last news. John had gone away, and with him had gone a part of the brightness of the old home. Marjory and I went about our work much as before, but there was a gap which nothing seemed to fill. Father spoke little of it; mother spoke less. The long days drew out, and in the evenings we sat by the door and watched the light fade over the hills, wondering where he was and what he did. Letters came but seldom, and when they came they told us little.: [184, 1931, 360, 1990]
- story-continued: (Continued.): [72, 71, 108, 79]
- ad-signature: THOMAS PARTRIDGE,: [842, 63, 910, 71]
- ad-line: COLOMBO STREET: [609, 542, 668, 550]
- divider: [917, 158, 1110, 159]
- ad-line: FRUIT: [1040, 208, 1071, 219]
- ad-line: ANTI-LANCET!: [989, 490, 1038, 498]
- ad-line: Cashel street: [621, 173, 656, 180]
- paragraph: The spring of the year was coming on when we had heard the last news. John had gone away, and with him had gone a part of the brightness of the old home. Marjory and I went about our work much as before, but there was a gap which nothing seemed to fill. Father spoke little of it; mother spoke less. The long days drew out, and in the evenings we sat by the door and watched the light fade over the hills, wondering where he was and what he did. Letters came but seldom, and when they came they told us little.: [184, 2173, 360, 2232]
- section-heading: LITERATURE.: [36, 35, 144, 50]
- ad-text: Every description of Fire and Marine Insurance at current rates.: [925, 337, 1083, 345]
- paragraph: The spring of the year was coming on when we had heard the last news. John had gone away, and with him had gone a part of the brightness of the old home. Marjory and I went about our work much as before, but there was a gap which nothing seemed to fill. Father spoke little of it; mother spoke less. The long days drew out, and in the evenings we sat by the door and watched the light fade over the hills, wondering where he was and what he did. Letters came but seldom, and when they came they told us little.: [4, 583, 176, 642]
- list-item: [734, 514, 910, 522]
- paragraph: The spring of the year was coming on when we had heard the last news. John had gone away, and with him had gone a part of the brightness of the old home. Marjory and I went about our work much as before, but there was a gap which nothing seemed to fill. Father spoke little of it; mother spoke less. The long days drew out, and in the evenings we sat by the door and watched the light fade over the hills, wondering where he was and what he did. Letters came but seldom, and when they came they told us little.: [368, 892, 543, 952]
- divider: [734, 615, 910, 616]
- column-4: [551, 32, 726, 1354]
- paragraph: The spring of the year was coming on when we had heard the last news. John had gone away, and with him had gone a part of the brightness of the old home. Marjory and I went about our work much as before, but there was a gap which nothing seemed to fill. Father spoke little of it; mother spoke less. The long days drew out, and in the evenings we sat by the door and watched the light fade over the hills, wondering where he was and what he did. Letters came but seldom, and when they came they told us little.: [184, 1810, 360, 1869]
- ad-text: WALSH & O'CONNELL have PURCHASED from the Trustees the ENTIRE STOCK in the above estate, and Will Open in a Few Days, when Goods will be Sold at alarmingly Low Prices.: [734, 279, 910, 302]
- ad-line: DR. ROOKE'S ELIXIR.: [978, 597, 1049, 605]
- ad-line: CANTERBURY HAT MANUFACTORY,: [583, 602, 694, 610]
- ad-line: AT C. R. CHURCH'S: [594, 131, 683, 141]
- ad-line: (Limited): [1000, 132, 1027, 140]
- ad-headline: SHIRTS! SHIRTS! SHIRTS!!!: [595, 625, 682, 633]
- ad-line: SILVER MEDAL,: [797, 147, 847, 155]
- ad-line: TAILORS AND OUTFITTERS,: [595, 534, 682, 542]
- ad-text: The following is a list of the entries at Woods Brothers' sale: — Saddles, Harness, Bridles, Whips, and all Saddlery requisites.: [551, 355, 726, 371]
- list-item: [734, 506, 910, 514]
- divider: [917, 474, 1110, 475]
- ad-headline: W. GILLESPIE & CO.: [591, 763, 686, 774]
- ad-text: IN order to effect a Speedy and Complete Clearance, I am SELLING all the RETAIL PART of my STOCK of IRONMONGERY at WHOLESALE PRICES.: [734, 40, 910, 62]
- paragraph: Mr G. Heddington's Clydesdale colt realised 180 guineas, while several of the draught fillies were knocked down at satisfactory figures.: [184, 1117, 360, 1139]
- ad-line: ANTI-LANCET.: [989, 535, 1038, 543]
- paragraph: The spring of the year was coming on when we had heard the last news. John had gone away, and with him had gone a part of the brightness of the old home. Marjory and I went about our work much as before, but there was a gap which nothing seemed to fill. Father spoke little of it; mother spoke less. The long days drew out, and in the evenings we sat by the door and watched the light fade over the hills, wondering where he was and what he did. Letters came but seldom, and when they came they told us little.: [4, 1670, 176, 1729]
- chapter-heading: CHAPTER III.: [68, 80, 112, 88]
- column-6: [917, 32, 1110, 1354]
- story-source: [From "London Society."]: [53, 62, 127, 70]
- ad-line: Has also been Awarded to: [787, 218, 857, 226]
- ad-line: Christchurch.: [804, 115, 840, 123]
- column-rule: [364, 32, 365, 1354]
- paragraph: The spring of the year was coming on when we had heard the last news. John had gone away, and with him had gone a part of the brightness of the old home. Marjory and I went about our work much as before, but there was a gap which nothing seemed to fill. Father spoke little of it; mother spoke less. The long days drew out, and in the evenings we sat by the door and watched the light fade over the hills, wondering where he was and what he did. Letters came but seldom, and when they came they told us little.: [4, 1368, 176, 1427]
- ad-line: ENGLISH LEVERS: [986, 422, 1041, 430]
